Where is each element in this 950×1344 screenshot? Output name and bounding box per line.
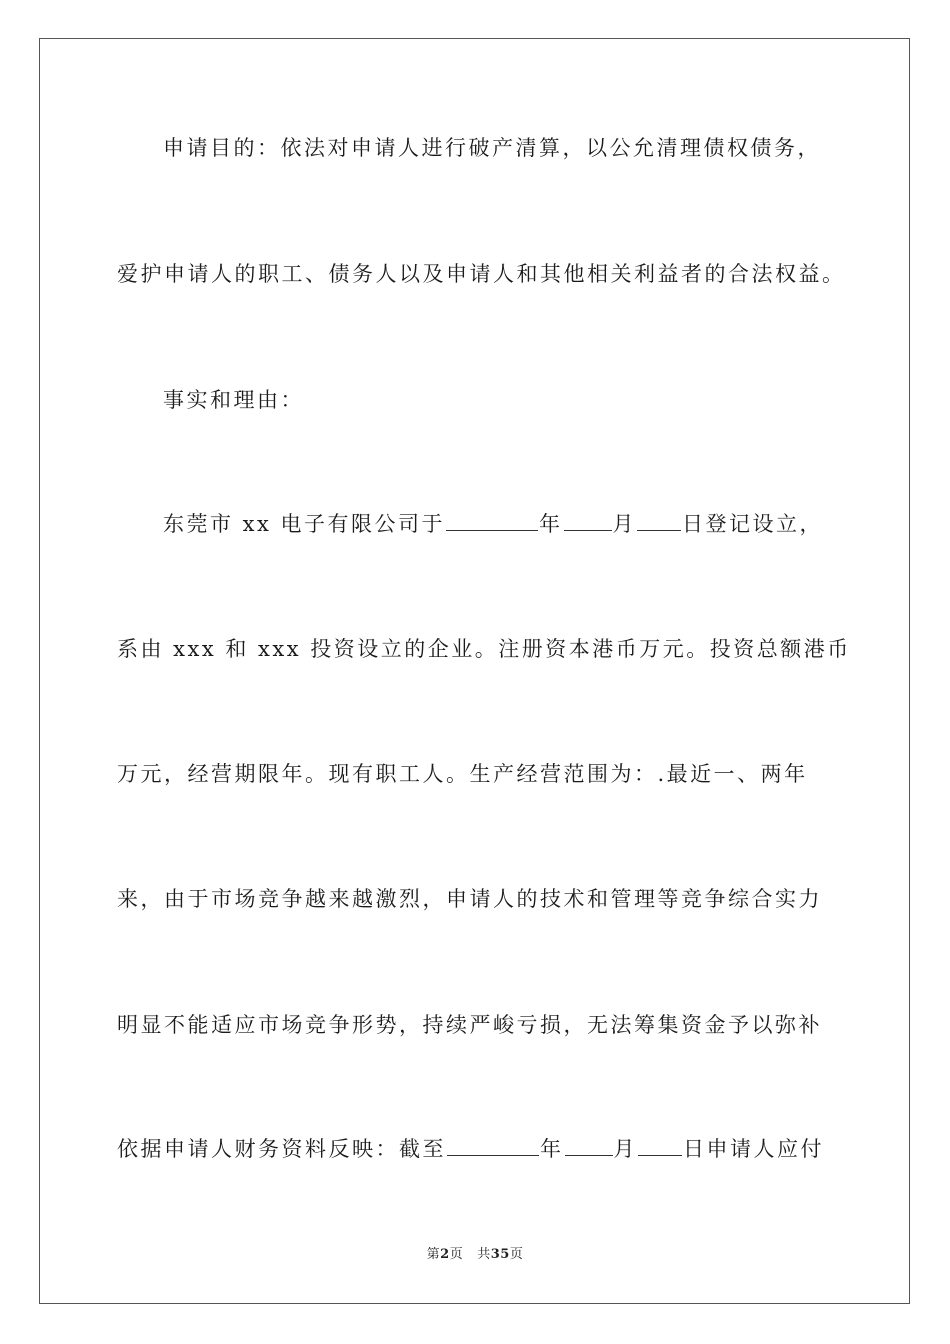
text-segment: 日登记设立， xyxy=(682,512,824,536)
page-border xyxy=(39,38,910,1304)
blank-day xyxy=(638,1135,682,1156)
text-segment: 月 xyxy=(612,512,637,536)
text-segment: 月 xyxy=(613,1137,637,1161)
section-heading-facts: 事实和理由： xyxy=(163,388,304,412)
paragraph-finance-line-1 xyxy=(117,1134,837,1164)
paragraph-facts-line-2: 系由 xxx 和 xxx 投资设立的企业。注册资本港币万元。投资总额港币 xyxy=(117,637,851,661)
blank-year xyxy=(447,1135,539,1156)
blank-year xyxy=(446,510,538,531)
page-prefix: 第 xyxy=(426,1247,441,1262)
blank-day xyxy=(637,510,681,531)
current-page-number: 2 xyxy=(440,1247,450,1262)
page-footer xyxy=(0,1246,950,1264)
paragraph-purpose-line-1: 申请目的：依法对申请人进行破产清算，以公允清理债权债务， xyxy=(163,136,821,160)
total-suffix: 页 xyxy=(509,1247,524,1262)
paragraph-purpose-line-2: 爱护申请人的职工、债务人以及申请人和其他相关利益者的合法权益。 xyxy=(117,262,846,286)
blank-month xyxy=(565,1135,613,1156)
paragraph-facts-line-1 xyxy=(163,509,883,539)
text-segment: 依据申请人财务资料反映：截至 xyxy=(117,1137,446,1161)
page-suffix: 页 xyxy=(449,1247,464,1262)
text-segment: 日申请人应付 xyxy=(683,1137,824,1161)
blank-month xyxy=(564,510,612,531)
text-segment: 年 xyxy=(539,512,563,536)
text-segment: 东莞市 xx 电子有限公司于 xyxy=(163,512,446,536)
paragraph-facts-line-3: 万元，经营期限年。现有职工人。生产经营范围为：.最近一、两年 xyxy=(117,762,808,786)
text-segment: 年 xyxy=(540,1137,564,1161)
paragraph-facts-line-4: 来，由于市场竞争越来越激烈，申请人的技术和管理等竞争综合实力 xyxy=(117,887,822,911)
total-prefix: 共 xyxy=(477,1247,491,1262)
paragraph-facts-line-5: 明显不能适应市场竞争形势，持续严峻亏损，无法筹集资金予以弥补 xyxy=(117,1013,822,1037)
total-page-count: 35 xyxy=(490,1247,510,1262)
